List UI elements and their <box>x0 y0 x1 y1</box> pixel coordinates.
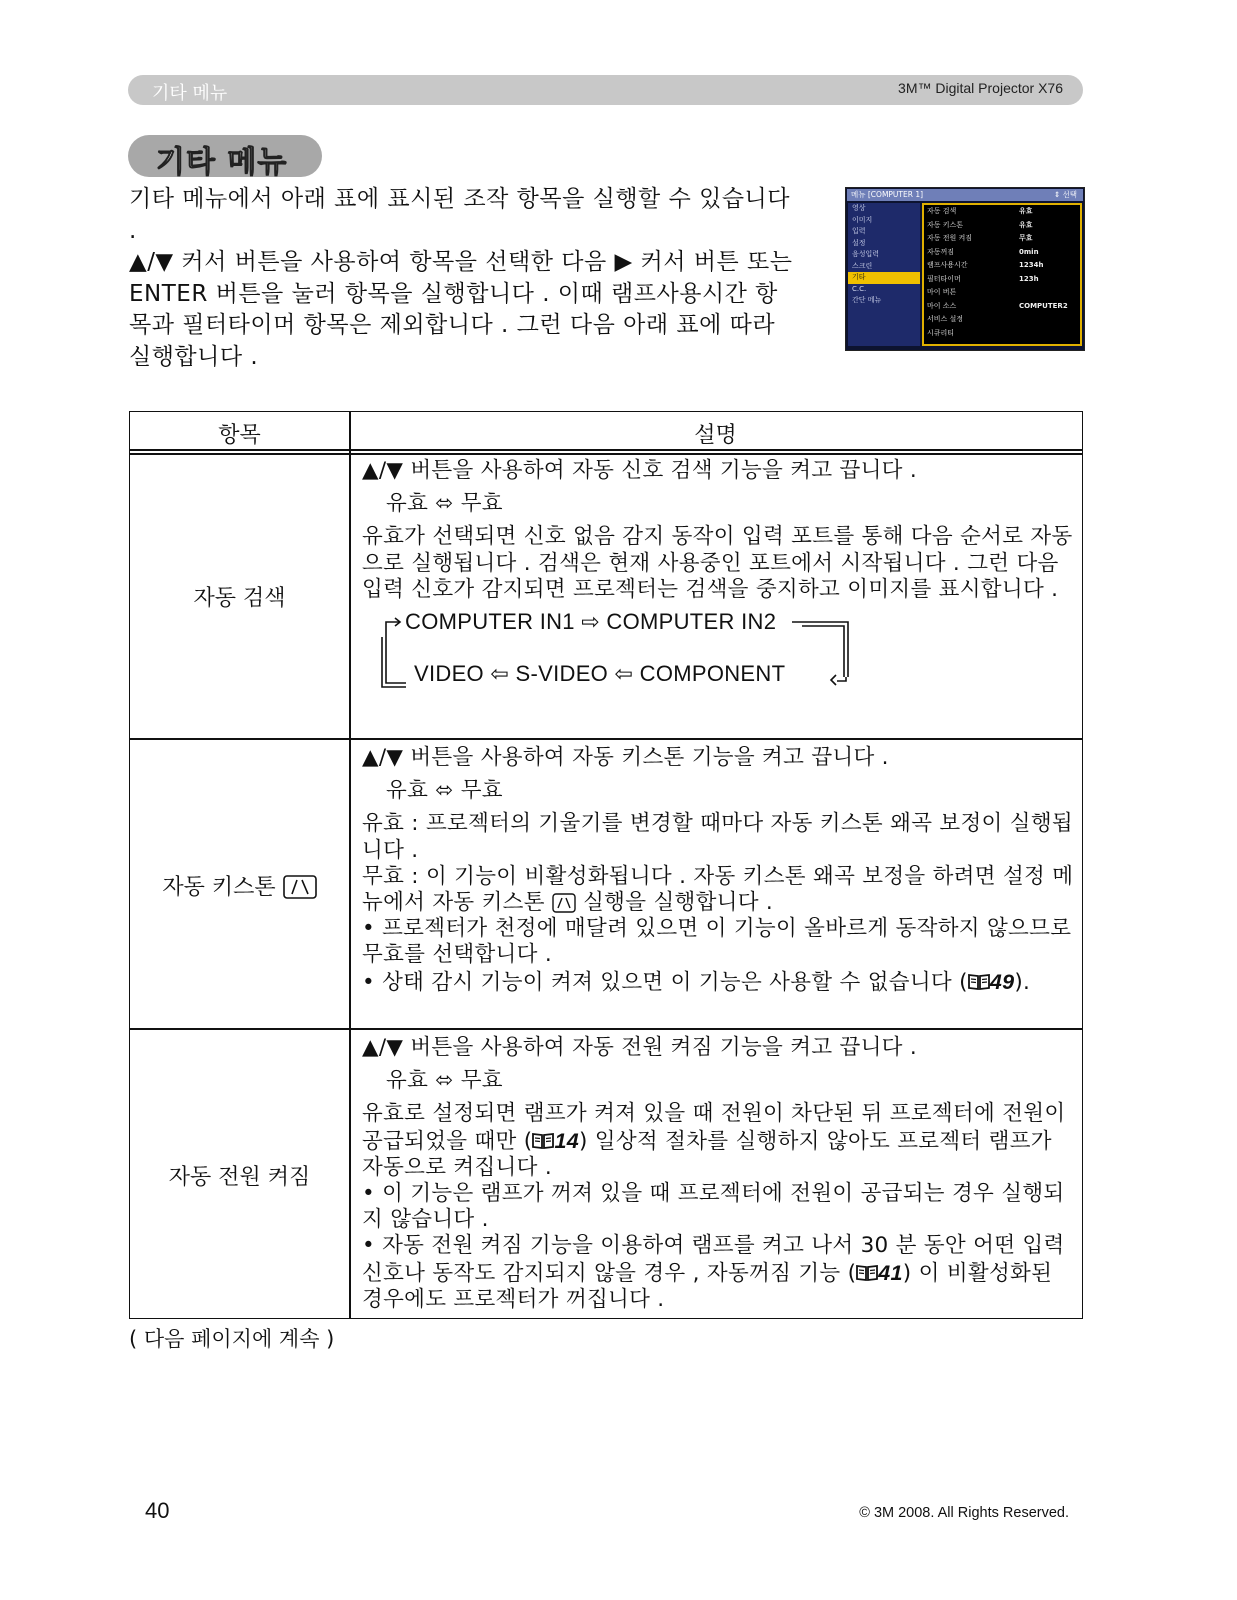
column-divider <box>349 412 351 1318</box>
menu-left-item: 이미지 <box>852 215 873 224</box>
row-desc-auto-search <box>362 458 1074 697</box>
table-header-item: 항목 <box>218 423 261 448</box>
book-reference-icon <box>968 973 990 991</box>
toggle-values: 유효 ⬄ 무효 <box>386 491 503 517</box>
menu-titlebar <box>847 189 1083 201</box>
row-desc-auto-power-on <box>362 1035 1074 1313</box>
row-desc-auto-keystone <box>362 745 1074 996</box>
flow-bottom-text: VIDEO ⇦ S-VIDEO ⇦ COMPONENT <box>414 661 786 687</box>
page-title: 기타 메뉴 <box>156 145 288 180</box>
row-divider <box>130 1028 1082 1030</box>
page-number: 40 <box>145 1498 170 1523</box>
menu-row: 자동꺼짐 0min <box>927 247 1039 256</box>
desc-paragraph: 유효가 선택되면 신호 없음 감지 동작이 입력 포트를 통해 다음 순서로 자동으로 실행됩니다 . 검색은 현재 사용중인 포트에서 시작됩니다 . 그런 다음 입력 신호가 감지되면 프로젝터는 검색을 중지하고 이미지를 표시합니다 . <box>362 524 1073 602</box>
book-reference-icon <box>532 1132 554 1150</box>
desc-line: ▲/▼ 버튼을 사용하여 자동 전원 켜짐 기능을 켜고 끕니다 . <box>362 1035 918 1060</box>
header-product-name: 3M™ Digital Projector X76 <box>898 80 1063 96</box>
desc-paragraph: 유효 : 프로젝터의 기울기를 변경할 때마다 자동 키스톤 왜곡 보정이 실행됩니다 . <box>362 811 1073 863</box>
header-divider <box>130 449 1082 451</box>
search-order-diagram <box>362 609 1082 697</box>
menu-left-item: 영상 <box>852 204 866 212</box>
menu-screenshot <box>845 187 1085 351</box>
continued-note: ( 다음 페이지에 계속 ) <box>129 1327 335 1351</box>
toggle-values: 유효 ⬄ 무효 <box>386 778 503 804</box>
menu-row: 마이 소스 COMPUTER2 <box>927 301 1068 310</box>
toggle-values: 유효 ⬄ 무효 <box>386 1068 503 1094</box>
copyright: © 3M 2008. All Rights Reserved. <box>859 1505 1069 1521</box>
row-label-auto-search: 자동 검색 <box>193 586 286 611</box>
row-divider <box>130 738 1082 740</box>
header-section-title: 기타 메뉴 <box>152 83 228 104</box>
bullet-item: • 상태 감시 기능이 켜져 있으면 이 기능은 사용할 수 없습니다 ( 49). <box>362 969 1031 995</box>
intro-paragraph-1: 기타 메뉴에서 아래 표에 표시된 조작 항목을 실행할 수 있습니다 . <box>129 186 790 244</box>
page-ref[interactable]: 14 <box>554 1128 579 1153</box>
menu-left-item: 음성입력 <box>852 250 880 258</box>
menu-row: 마이 버튼 <box>927 288 957 296</box>
menu-left-list <box>848 203 920 346</box>
desc-paragraph: 무효 : 이 기능이 비활성화됩니다 . 자동 키스톤 왜곡 보정을 하려면 설정 메뉴에서 자동 키스톤 실행을 실행합니다 . <box>362 863 1074 916</box>
menu-left-item-selected: 기타 <box>848 272 920 284</box>
bullet-item: • 이 기능은 램프가 꺼져 있을 때 프로젝터에 전원이 공급되는 경우 실행되지 않습니다 . <box>362 1181 1065 1233</box>
book-reference-icon <box>856 1264 878 1282</box>
menu-row: 필터타이머 123h <box>927 274 1039 283</box>
flow-top-text: COMPUTER IN1 ⇨ COMPUTER IN2 <box>405 609 777 635</box>
table-header-description: 설명 <box>694 423 737 448</box>
desc-paragraph: 유효로 설정되면 램프가 켜져 있을 때 전원이 차단된 뒤 프로젝터에 전원이 공급되었을 때만 ( 14) 일상적 절차를 실행하지 않아도 프로젝터 램프가 자동으로 켜집니다 . <box>362 1101 1066 1180</box>
menu-title: 메뉴 [COMPUTER 1] <box>851 190 924 199</box>
menu-left-item: 입력 <box>852 227 866 235</box>
intro-text <box>129 184 799 373</box>
menu-row: 서비스 설정 <box>927 315 964 323</box>
menu-left-item: 설정 <box>852 238 866 247</box>
menu-left-item: 간단 메뉴 <box>852 296 882 304</box>
menu-left-item: C.C. <box>852 284 867 293</box>
page-ref[interactable]: 41 <box>878 1260 903 1285</box>
desc-line: ▲/▼ 버튼을 사용하여 자동 신호 검색 기능을 켜고 끕니다 . <box>362 458 918 483</box>
menu-select-hint: ⇕ 선택 <box>1053 190 1077 199</box>
menu-row: 자동 키스톤 유효 <box>927 220 1033 229</box>
keystone-icon <box>552 893 576 913</box>
desc-line: ▲/▼ 버튼을 사용하여 자동 키스톤 기능을 켜고 끕니다 . <box>362 745 889 770</box>
menu-row: 자동 검색 유효 <box>927 207 1033 215</box>
menu-row: 자동 전원 켜짐 무효 <box>927 234 1033 242</box>
menu-right-panel <box>922 203 1082 346</box>
menu-row: 램프사용시간 1234h <box>927 261 1044 269</box>
page-title-pill <box>128 135 322 180</box>
menu-row: 시큐리티 <box>927 328 955 337</box>
intro-paragraph-2: ▲/▼ 커서 버튼을 사용하여 항목을 선택한 다음 ▶ 커서 버튼 또는 ENTER 버튼을 눌러 항목을 실행합니다 . 이때 램프사용시간 항목과 필터타이머 항목은 제외합니다 . 그런 다음 아래 표에 따라 실행합니다 . <box>129 249 793 370</box>
keystone-icon <box>283 875 317 899</box>
header-bar <box>128 75 1083 105</box>
bullet-item: • 자동 전원 켜짐 기능을 이용하여 램프를 켜고 나서 30 분 동안 어떤 입력 신호나 동작도 감지되지 않을 경우 , 자동꺼짐 기능 ( 41) 이 비활성화된 경우에도 프로젝터가 꺼집니다 . <box>362 1233 1065 1312</box>
page-ref[interactable]: 49 <box>989 969 1015 994</box>
settings-table <box>129 411 1083 1319</box>
row-label-auto-power-on: 자동 전원 켜짐 <box>168 1165 311 1190</box>
menu-left-item: 스크린 <box>852 261 873 270</box>
bullet-item: • 프로젝터가 천정에 매달려 있으면 이 기능이 올바르게 동작하지 않으므로 무효를 선택합니다 . <box>362 916 1072 968</box>
header-divider-double <box>130 453 1082 455</box>
row-label-auto-keystone: 자동 키스톤 <box>130 870 349 901</box>
